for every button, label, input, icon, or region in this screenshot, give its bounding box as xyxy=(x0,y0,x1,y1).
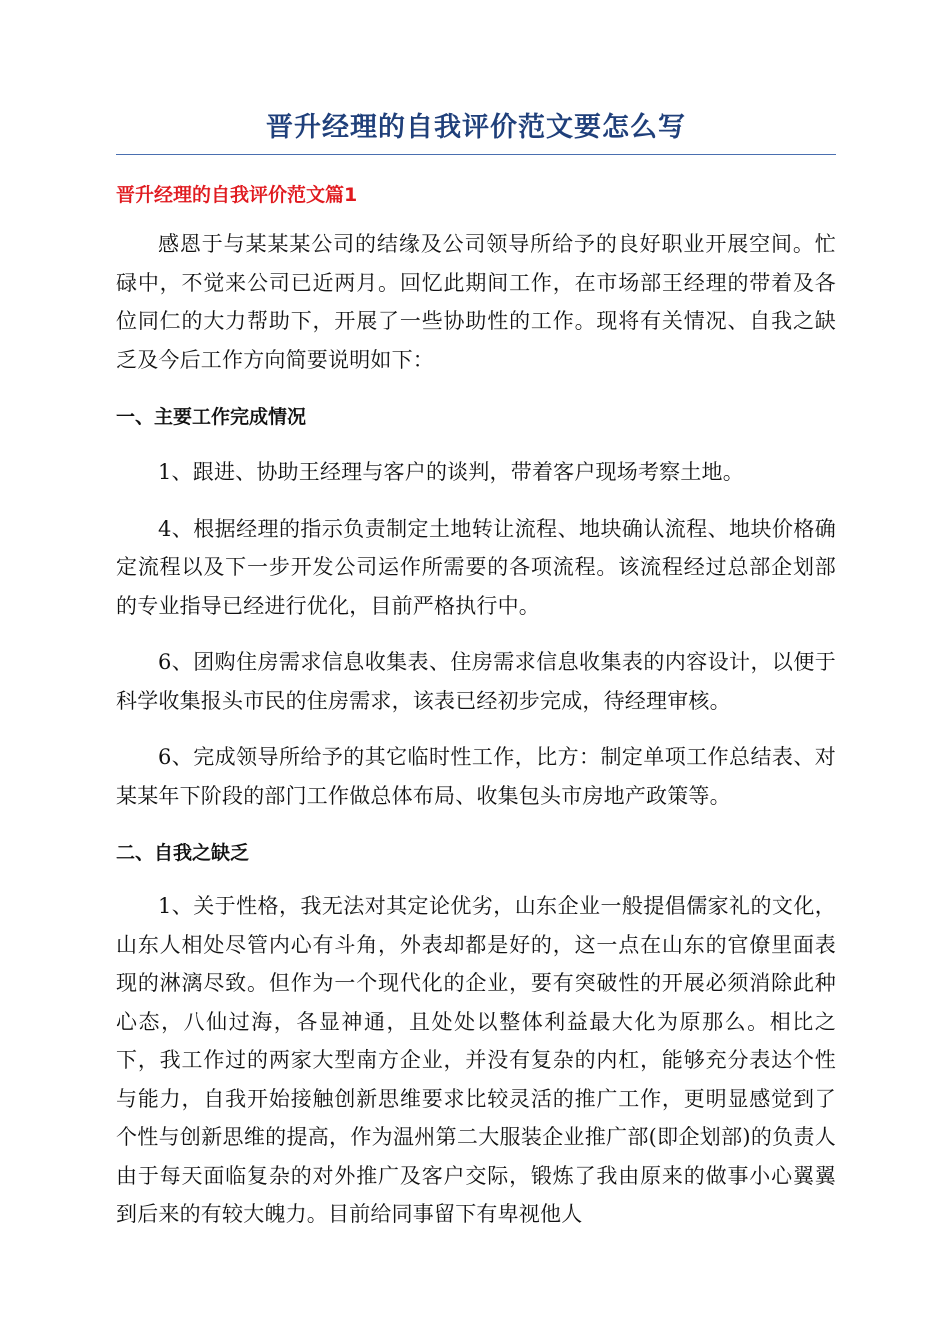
document-page xyxy=(116,108,836,1234)
article-heading: 晋升经理的自我评价范文篇1 xyxy=(116,184,358,206)
document-title: 晋升经理的自我评价范文要怎么写 xyxy=(266,112,686,143)
intro-paragraph: 感恩于与某某某公司的结缘及公司领导所给予的良好职业开展空间。忙碌中，不觉来公司已近两月。回忆此期间工作，在市场部王经理的带着及各位同仁的大力帮助下，开展了一些协助性的工作。现将有关情况、自我之缺乏及今后工作方向简要说明如下： xyxy=(116,232,836,372)
work-item-6b: 6、完成领导所给予的其它临时性工作，比方：制定单项工作总结表、对某某年下阶段的部门工作做总体布局、收集包头市房地产政策等。 xyxy=(116,745,836,808)
work-item-6a: 6、团购住房需求信息收集表、住房需求信息收集表的内容设计，以便于科学收集报头市民的住房需求，该表已经初步完成，待经理审核。 xyxy=(116,650,836,713)
title-divider xyxy=(116,154,836,155)
work-item-1: 1、跟进、协助王经理与客户的谈判，带着客户现场考察土地。 xyxy=(158,460,744,484)
work-item-4: 4、根据经理的指示负责制定土地转让流程、地块确认流程、地块价格确定流程以及下一步开发公司运作所需要的各项流程。该流程经过总部企划部的专业指导已经进行优化，目前严格执行中。 xyxy=(116,516,836,618)
section-heading-shortcomings: 二、自我之缺乏 xyxy=(116,842,250,864)
section-heading-work: 一、主要工作完成情况 xyxy=(116,406,307,428)
shortcoming-item-1: 1、关于性格，我无法对其定论优劣，山东企业一般提倡儒家礼的文化，山东人相处尽管内心有斗角，外表却都是好的，这一点在山东的官僚里面表现的淋漓尽致。但作为一个现代化的企业，要有突破性的开展必须消除此种心态，八仙过海，各显神通，且处处以整体利益最大化为原那么。相比之下，我工作过的两家大型南方企业，并没有复杂的内杠，能够充分表达个性与能力，自我开始接触创新思维要求比较灵活的推广工作，更明显感觉到了个性与创新思维的提高，作为温州第二大服装企业推广部(即企划部)的负责人由于每天面临复杂的对外推广及客户交际，锻炼了我由原来的做事小心翼翼到后来的有较大魄力。目前给同事留下有卑视他人 xyxy=(116,894,836,1226)
